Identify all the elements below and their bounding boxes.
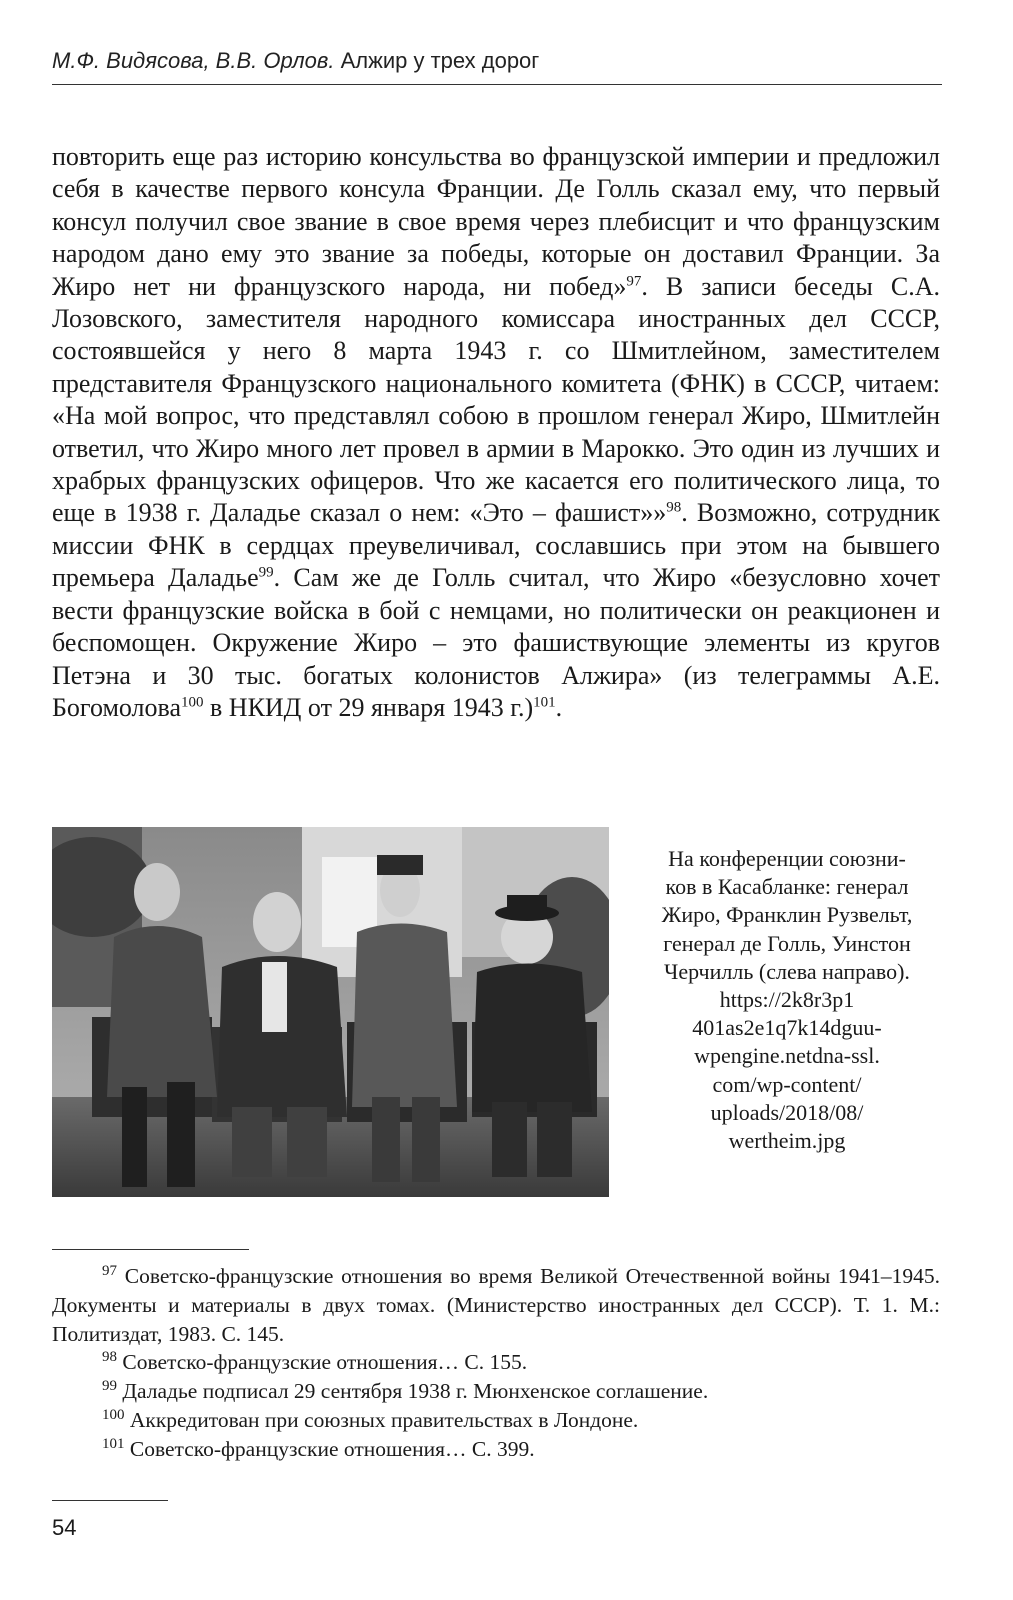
caption-url-line: com/wp-content/ <box>712 1071 862 1097</box>
footnote-98 <box>52 1348 940 1377</box>
running-head <box>52 48 942 74</box>
caption-line: На конференции союзни- <box>668 846 906 871</box>
body-text-part: . <box>555 692 563 722</box>
page-number: 54 <box>52 1515 77 1540</box>
conference-photo <box>52 827 609 1197</box>
footnote-99 <box>52 1377 940 1406</box>
main-text <box>52 141 940 724</box>
body-text-part: в НКИД от 29 января 1943 г.) <box>203 692 534 722</box>
footnote-number: 97 <box>102 1262 117 1279</box>
body-text-part: . Сам же де Голль считал, что Жиро «безусловно хочет вести французские войска в бой с немцами, но политически он реакционен и беспомощен. Окружение Жиро – это фашиствующие элементы из кругов Петэна и 30 тыс. богатых колонистов Алжира» (из телеграммы А.Е. Богомолова <box>52 563 940 722</box>
caption-url-line: wertheim.jpg <box>728 1128 846 1154</box>
footnote-text: Советско-французские отношения… С. 399. <box>124 1436 535 1461</box>
caption-line: Черчилль (слева направо). <box>664 958 910 984</box>
body-text-part: повторить еще раз историю консульства во французской империи и предложил себя в качестве первого консула Франции. Де Голль сказал ему, что первый консул получил свое звание в свое время через плебисцит и что французским народом дано ему это звание за победы, которые он доставил Франции. За Жиро нет ни французского народа, ни побед» <box>52 142 940 301</box>
footnote-text: Советско-французские отношения… С. 155. <box>117 1350 528 1375</box>
footnote-text: Аккредитован при союзных правительствах в Лондоне. <box>124 1407 639 1432</box>
page-number-rule <box>52 1500 168 1501</box>
footnote-100 <box>52 1406 940 1435</box>
footnote-ref-97[interactable]: 97 <box>626 272 642 289</box>
running-head-authors: М.Ф. Видясова, В.В. Орлов. <box>52 48 335 73</box>
body-paragraph <box>52 141 940 724</box>
footnote-number: 100 <box>102 1406 125 1423</box>
footnote-text: Даладье подписал 29 сентября 1938 г. Мюнхенское соглашение. <box>117 1379 709 1404</box>
footnote-97 <box>52 1262 940 1348</box>
footnote-number: 101 <box>102 1435 125 1452</box>
caption-line: ков в Касабланке: генерал <box>665 874 909 900</box>
photo-illustration <box>52 827 609 1197</box>
header-rule <box>52 84 942 85</box>
footnote-ref-98[interactable]: 98 <box>666 499 682 516</box>
photo-caption <box>632 845 942 1155</box>
caption-line: Жиро, Франклин Рузвельт, <box>661 902 913 928</box>
body-text-part: . Возможно, сотрудник миссии ФНК в сердцах преувеличивал, сославшись при этом на бывшего премьера Даладье <box>52 498 941 593</box>
caption-url-line: wpengine.netdna-ssl. <box>694 1043 880 1069</box>
footnotes <box>52 1262 940 1464</box>
caption-line: генерал де Голль, Уинстон <box>663 930 911 956</box>
footnote-number: 99 <box>102 1378 117 1395</box>
footnote-ref-101[interactable]: 101 <box>533 694 556 711</box>
caption-url-line: https://2k8r3p1 <box>719 987 855 1013</box>
caption-url-line: 401as2e1q7k14dguu- <box>692 1015 882 1041</box>
footnote-ref-100[interactable]: 100 <box>181 694 204 711</box>
footnote-101 <box>52 1435 940 1464</box>
running-head-title: Алжир у трех дорог <box>340 48 540 73</box>
footnote-rule <box>52 1249 249 1250</box>
footnote-ref-99[interactable]: 99 <box>258 564 274 581</box>
caption-url-line: uploads/2018/08/ <box>710 1099 864 1125</box>
body-text-part: . В записи беседы С.А. Лозовского, заместителя народного комиссара иностранных дел СССР, состоявшейся у него 8 марта 1943 г. со Шмитлейном, заместителем представителя Французского национального комитета (ФНК) в СССР, читаем: «На мой вопрос, что представлял собою в прошлом генерал Жиро, Шмитлейн ответил, что Жиро много лет провел в армии в Марокко. Это один из лучших и храбрых французских офицеров. Что же касается его политического лица, то еще в 1938 г. Даладье сказал о нем: «Это – фашист»» <box>52 271 940 528</box>
footnote-text: Советско-французские отношения во время Великой Отечественной войны 1941–1945. Документы и материалы в двух томах. (Министерство иностранных дел СССР). Т. 1. М.: Политиздат, 1983. С. 145. <box>52 1264 940 1346</box>
footnote-number: 98 <box>102 1349 117 1366</box>
